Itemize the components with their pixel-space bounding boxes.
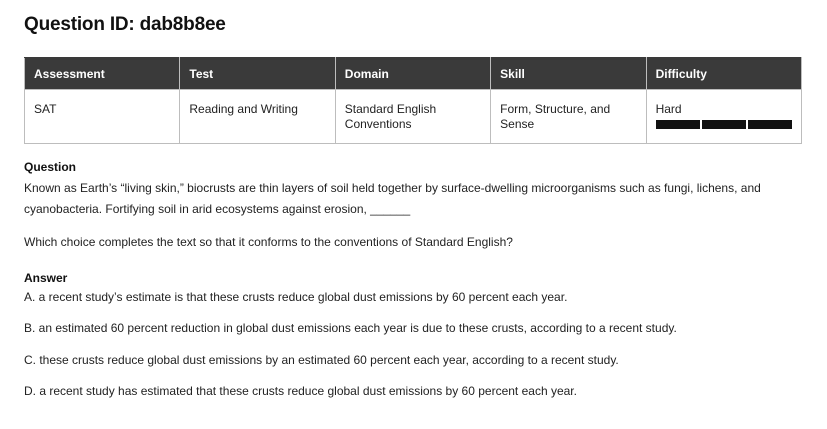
header-difficulty: Difficulty bbox=[646, 58, 801, 90]
cell-test: Reading and Writing bbox=[180, 90, 335, 144]
question-passage: Known as Earth’s “living skin,” biocrusts are thin layers of soil held together by surface-dwelling microorganisms such as fungi, lichens, and cyanobacteria. Fortifying soil in arid ecosystems against erosion, ______ bbox=[24, 181, 761, 216]
difficulty-bar-segment bbox=[748, 120, 792, 129]
header-assessment: Assessment bbox=[25, 58, 180, 90]
table-header-row bbox=[25, 58, 802, 90]
header-skill: Skill bbox=[491, 58, 646, 90]
cell-difficulty bbox=[646, 90, 801, 144]
difficulty-bar-segment bbox=[702, 120, 746, 129]
cell-assessment: SAT bbox=[25, 90, 180, 144]
answer-choice-b: B. an estimated 60 percent reduction in global dust emissions each year is due to these crusts, according to a recent study. bbox=[24, 321, 677, 335]
answer-heading: Answer bbox=[24, 271, 68, 285]
cell-domain: Standard English Conventions bbox=[335, 90, 490, 144]
header-test: Test bbox=[180, 58, 335, 90]
table-row bbox=[25, 90, 802, 144]
header-domain: Domain bbox=[335, 58, 490, 90]
difficulty-meter bbox=[656, 120, 792, 129]
question-heading: Question bbox=[24, 160, 77, 174]
page-title: Question ID: dab8b8ee bbox=[24, 14, 226, 35]
question-metadata-table bbox=[24, 57, 802, 144]
cell-skill: Form, Structure, and Sense bbox=[491, 90, 646, 144]
difficulty-label: Hard bbox=[655, 102, 682, 116]
answer-choice-a: A. a recent study’s estimate is that these crusts reduce global dust emissions by 60 percent each year. bbox=[24, 290, 568, 304]
answer-choice-c: C. these crusts reduce global dust emissions by an estimated 60 percent each year, according to a recent study. bbox=[24, 353, 619, 367]
question-prompt: Which choice completes the text so that it conforms to the conventions of Standard English? bbox=[24, 235, 513, 249]
answer-choice-d: D. a recent study has estimated that these crusts reduce global dust emissions by 60 percent each year. bbox=[24, 384, 577, 398]
difficulty-bar-segment bbox=[656, 120, 700, 129]
